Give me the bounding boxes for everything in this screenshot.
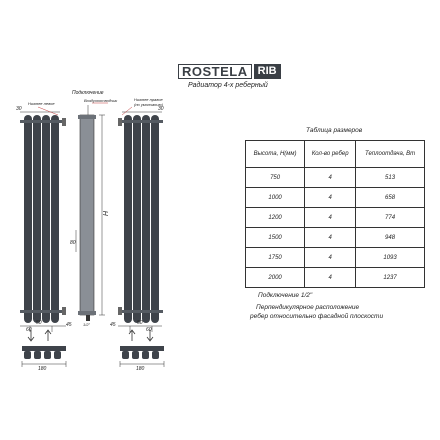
table-row <box>246 188 425 208</box>
dim-50-left: 50 <box>36 320 42 326</box>
right-front-view <box>118 107 163 341</box>
table-header-row <box>246 141 425 168</box>
cell-ribs: 4 <box>305 268 356 288</box>
cell-height: 1500 <box>246 228 305 248</box>
left-tube-4 <box>51 115 59 323</box>
connection-label: Подключение <box>72 90 104 96</box>
col-heat: Теплоотдача, Вт <box>356 141 425 168</box>
cell-heat: 774 <box>356 208 425 228</box>
connection-note: Подключение 1/2" <box>258 292 313 299</box>
left-arrow-label: Нижнее левое <box>28 101 55 106</box>
left-front-view <box>20 107 66 341</box>
right-section-view <box>120 346 164 367</box>
orientation-note <box>250 303 383 321</box>
brand-name: ROSTELA <box>178 64 252 79</box>
right-tube-4 <box>151 115 159 323</box>
right-tube-3 <box>142 115 150 323</box>
table-caption: Таблица размеров <box>306 127 363 134</box>
cell-ribs: 4 <box>305 248 356 268</box>
orientation-note-line1: Перпендикулярное расположение <box>256 304 360 311</box>
left-tube-1 <box>24 115 32 323</box>
brand-logo <box>178 64 281 79</box>
orientation-note-line2: ребер относительно фасадной плоскости <box>250 313 384 320</box>
size-table <box>245 140 425 288</box>
cell-height: 2000 <box>246 268 305 288</box>
cell-heat: 658 <box>356 188 425 208</box>
table-row <box>246 208 425 228</box>
left-section-view <box>22 346 66 367</box>
dim-top-left: 30 <box>16 106 22 112</box>
cell-heat: 1237 <box>356 268 425 288</box>
cell-ribs: 4 <box>305 228 356 248</box>
right-arrow-label-2: (по умолчанию) <box>134 102 163 107</box>
center-arrow-label: Воздухоотводчик <box>84 98 118 103</box>
dim-80: 80 <box>70 240 76 246</box>
table-row <box>246 248 425 268</box>
right-arrow-label-1: Нижнее правое <box>134 97 163 102</box>
cell-height: 1200 <box>246 208 305 228</box>
col-height: Высота, Н(мм) <box>246 141 305 168</box>
cell-ribs: 4 <box>305 188 356 208</box>
right-tube-1 <box>124 115 132 323</box>
dim-width-left: 180 <box>38 366 47 372</box>
cell-height: 1000 <box>246 188 305 208</box>
dim-bottom-left: 45 <box>66 322 72 328</box>
dim-50-right: 50 <box>137 320 143 326</box>
cell-height: 1750 <box>246 248 305 268</box>
cell-heat: 513 <box>356 168 425 188</box>
left-tube-2 <box>33 115 41 323</box>
product-subtitle: Радиатор 4-х реберный <box>188 82 268 89</box>
cell-heat: 948 <box>356 228 425 248</box>
brand-badge: RIB <box>254 64 281 79</box>
dim-top-right: 30 <box>158 106 164 112</box>
cell-ribs: 4 <box>305 168 356 188</box>
dim-60-right: 60 <box>146 327 152 333</box>
dim-60-left: 60 <box>26 327 32 333</box>
col-ribs: Кол-во ребер <box>305 141 356 168</box>
table-row <box>246 168 425 188</box>
table-row <box>246 268 425 288</box>
dim-base-label: 1/2" <box>83 322 90 327</box>
dim-bottom-right: 45 <box>110 322 116 328</box>
right-tube-2 <box>133 115 141 323</box>
cell-height: 750 <box>246 168 305 188</box>
dim-width-right: 180 <box>136 366 145 372</box>
cell-ribs: 4 <box>305 208 356 228</box>
side-body <box>80 115 94 315</box>
left-tube-3 <box>42 115 50 323</box>
cell-heat: 1093 <box>356 248 425 268</box>
dim-height: H <box>103 210 111 217</box>
table-row <box>246 228 425 248</box>
